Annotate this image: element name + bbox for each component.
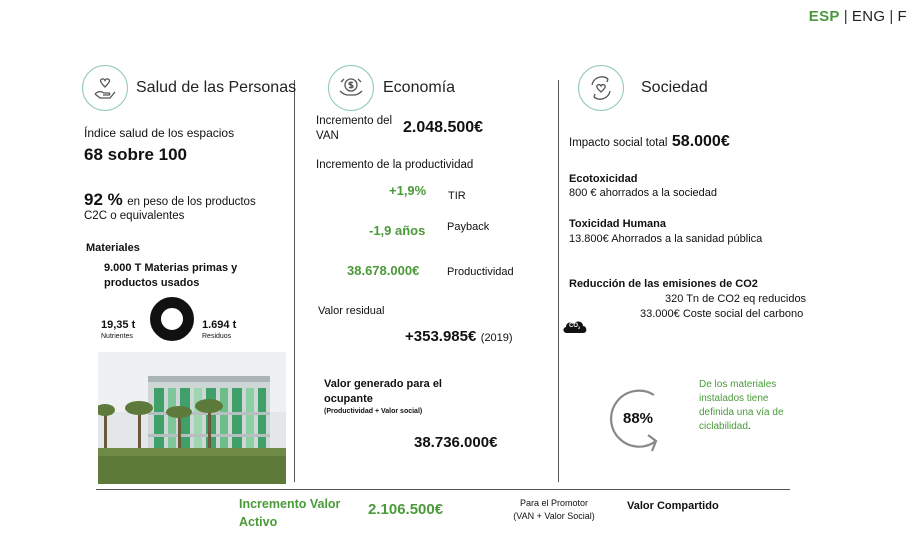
materias-line-2: productos usados — [104, 277, 200, 289]
economia-icon-circle — [328, 65, 374, 111]
ocupante-value: 38.736.000€ — [414, 434, 498, 451]
sociedad-title: Sociedad — [641, 79, 708, 96]
cycle-text-2: instalados tiene — [699, 393, 769, 404]
van-label-2: VAN — [316, 130, 339, 142]
c2c-percent-value: 92 % — [84, 190, 123, 209]
productividad-label: Incremento de la productividad — [316, 159, 474, 171]
cycle-text-4: ciclabilidad — [699, 421, 748, 432]
ocupante-line-2: ocupante — [324, 393, 373, 405]
co2-icon-text: CO — [569, 323, 578, 329]
ocupante-note: (Productividad + Valor social) — [324, 408, 423, 415]
materias-line-1: 9.000 T Materias primas y — [104, 262, 238, 274]
materiales-label: Materiales — [86, 242, 140, 254]
lang-fr[interactable]: F — [897, 8, 907, 25]
cycle-description — [699, 378, 784, 434]
indice-label: Índice salud de los espacios — [84, 126, 235, 140]
hand-dollar-icon — [336, 73, 366, 103]
residual-label: Valor residual — [318, 305, 385, 317]
lang-eng[interactable]: ENG — [851, 8, 886, 25]
co2-label: Reducción de las emisiones de CO2 — [569, 278, 758, 290]
co2-cloud-icon — [561, 315, 589, 337]
van-value: 2.048.500€ — [403, 119, 484, 136]
lang-separator: | — [889, 8, 894, 25]
van-label-1: Incremento del — [316, 115, 393, 127]
ocupante-line-1: Valor generado para el — [324, 378, 442, 390]
co2-line-2: 33.000€ Coste social del carbono — [640, 308, 804, 320]
promotor-note — [512, 497, 596, 523]
incremento-valor-label — [239, 495, 340, 531]
salud-title: Salud de las Personas — [136, 79, 297, 96]
hand-heart-icon — [91, 74, 119, 102]
economia-title: Economía — [383, 79, 456, 96]
cycle-value: 88% — [623, 410, 654, 427]
toxhum-label: Toxicidad Humana — [569, 218, 666, 230]
promotor-line-1: Para el Promotor — [519, 498, 589, 508]
payback-value: -1,9 años — [369, 223, 426, 238]
valor-compartido: Valor Compartido — [627, 500, 719, 512]
c2c-percent-row — [84, 190, 256, 210]
nutrientes-label: Nutrientes — [101, 333, 133, 340]
column-divider — [294, 80, 295, 482]
cycle-text-end: . — [747, 421, 751, 432]
recycle-heart-icon — [586, 73, 616, 103]
cycle-text-1: De los materiales — [699, 379, 777, 390]
ecotox-text: 800 € ahorrados a la sociedad — [569, 187, 717, 199]
tir-value: +1,9% — [389, 183, 427, 198]
co2-line-1: 320 Tn de CO2 eq reducidos — [665, 293, 807, 305]
residual-value: +353.985€ — [405, 328, 477, 345]
productividad-sub-label: Productividad — [447, 266, 514, 278]
indice-value: 68 sobre 100 — [84, 145, 188, 164]
cycle-text-3: definida una vía de — [699, 407, 784, 418]
sociedad-icon-circle — [578, 65, 624, 111]
promotor-line-2: (VAN + Valor Social) — [513, 511, 595, 521]
footer-divider — [96, 489, 790, 490]
building-photo — [98, 352, 286, 484]
materials-donut-chart — [149, 296, 195, 342]
impacto-label: Impacto social total — [569, 137, 668, 149]
co2-icon-sub: 2 — [578, 325, 581, 331]
donut-residuos-ring — [156, 303, 189, 336]
lang-esp[interactable]: ESP — [808, 8, 840, 25]
incremento-line-2: Activo — [239, 515, 278, 529]
impacto-row — [569, 133, 730, 151]
incremento-line-1: Incremento Valor — [239, 497, 341, 511]
incremento-valor-value: 2.106.500€ — [368, 501, 444, 518]
productividad-value: 38.678.000€ — [347, 263, 420, 278]
c2c-percent-text-2: C2C o equivalentes — [84, 210, 185, 222]
payback-label: Payback — [447, 221, 490, 233]
residual-year: (2019) — [480, 332, 513, 344]
toxhum-text: 13.800€ Ahorrados a la sanidad pública — [569, 233, 763, 245]
column-divider — [558, 80, 559, 482]
ecotox-label: Ecotoxicidad — [569, 173, 638, 185]
tir-label: TIR — [448, 190, 466, 202]
impacto-value: 58.000€ — [671, 133, 730, 150]
residuos-label: Residuos — [202, 333, 232, 340]
language-selector — [809, 8, 907, 25]
lang-separator: | — [843, 8, 848, 25]
co2-icon-label — [569, 323, 580, 330]
salud-icon-circle — [82, 65, 128, 111]
c2c-percent-text: en peso de los productos — [127, 196, 256, 208]
nutrientes-value: 19,35 t — [101, 319, 136, 331]
residual-row — [405, 328, 513, 346]
residuos-value: 1.694 t — [202, 319, 237, 331]
